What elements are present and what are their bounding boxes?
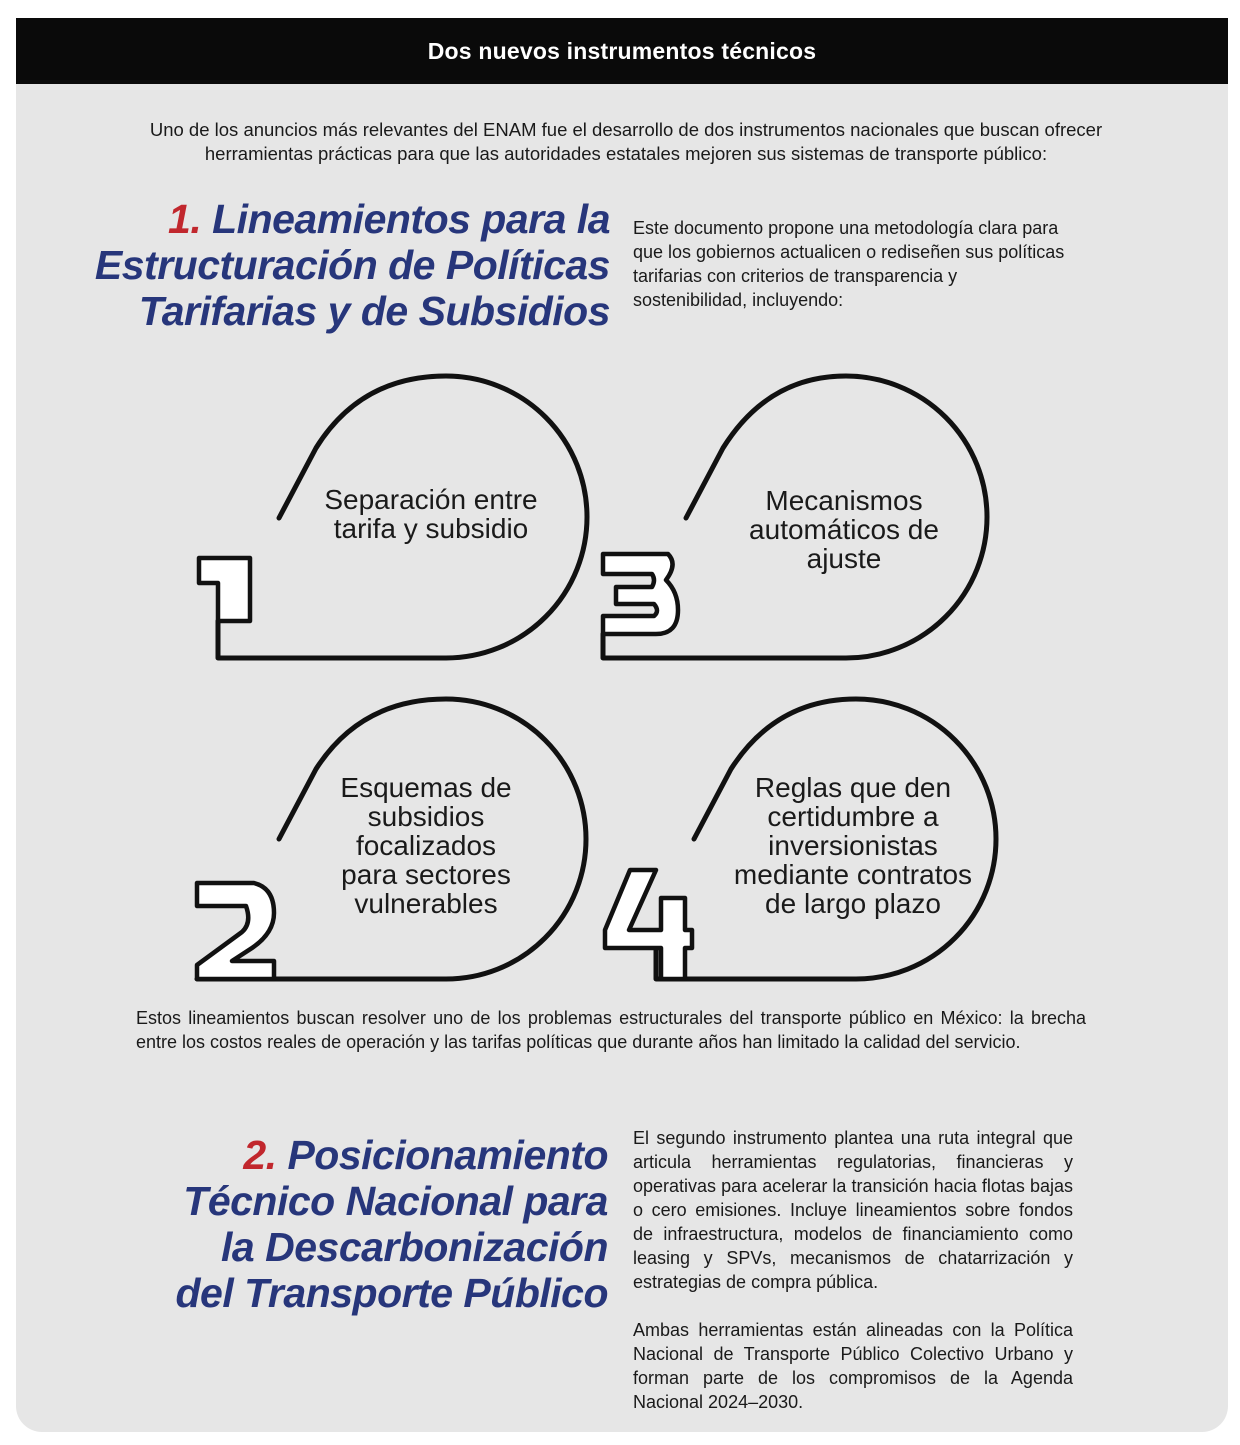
section2-title-line-1: Posicionamiento <box>287 1132 608 1178</box>
outline-digit-3 <box>603 554 678 634</box>
bubble-text-3: Mecanismos automáticos de ajuste <box>749 485 939 574</box>
section2-heading <box>76 1132 608 1316</box>
section1-number: 1. <box>168 196 202 242</box>
outline-digit-1 <box>199 558 250 621</box>
section2-title-line-2: Técnico Nacional para <box>183 1178 608 1224</box>
outline-digit-4 <box>605 870 692 979</box>
bubble-text-4: Reglas que den certidumbre a inversionistas mediante contratos de largo plazo <box>733 772 973 919</box>
section2-number: 2. <box>243 1132 277 1178</box>
infographic-card <box>16 18 1228 1432</box>
outline-digit-2 <box>197 883 274 979</box>
section1-title-line-2: Estructuración de Políticas <box>94 242 610 288</box>
header-title: Dos nuevos instrumentos técnicos <box>427 37 817 64</box>
bubble-text-2: Esquemas de subsidios focalizados para sectores vulnerables <box>340 772 512 919</box>
section2-title-line-3: la Descarbonización <box>221 1224 608 1270</box>
section2-description: El segundo instrumento plantea una ruta integral que articula herramientas regulatorias, financieras y operativas para acelerar la transición hacia flotas bajas o cero emisiones. Incluye lineamientos sobre fondos de infraestructura, modelos de financiamiento como leasing y SPVs, mecanismos de chatarrización y estrategias de compra pública. <box>633 1128 1073 1292</box>
section1-title-line-3: Tarifarias y de Subsidios <box>138 288 610 334</box>
section1-description: Este documento propone una metodología clara para que los gobiernos actualicen o rediseñen sus políticas tarifarias con criterios de transparencia y sostenibilidad, incluyendo: <box>633 218 1065 310</box>
bubble-text-1: Separación entre tarifa y subsidio <box>324 484 538 544</box>
section2-title-line-4: del Transporte Público <box>175 1270 608 1316</box>
section2-closing: Ambas herramientas están alineadas con la Política Nacional de Transporte Público Colectivo Urbano y forman parte de los compromisos de la Agenda Nacional 2024–2030. <box>633 1320 1073 1412</box>
section1-closing: Estos lineamientos buscan resolver uno de los problemas estructurales del transporte público en México: la brecha entre los costos reales de operación y las tarifas políticas que durante años han limitado la calidad del servicio. <box>136 1008 1086 1052</box>
section1-title-line-1: Lineamientos para la <box>212 196 610 242</box>
intro-paragraph: Uno de los anuncios más relevantes del ENAM fue el desarrollo de dos instrumentos nacionales que buscan ofrecer herramientas prácticas para que las autoridades estatales mejoren sus sistemas de transporte público: <box>149 119 1103 164</box>
